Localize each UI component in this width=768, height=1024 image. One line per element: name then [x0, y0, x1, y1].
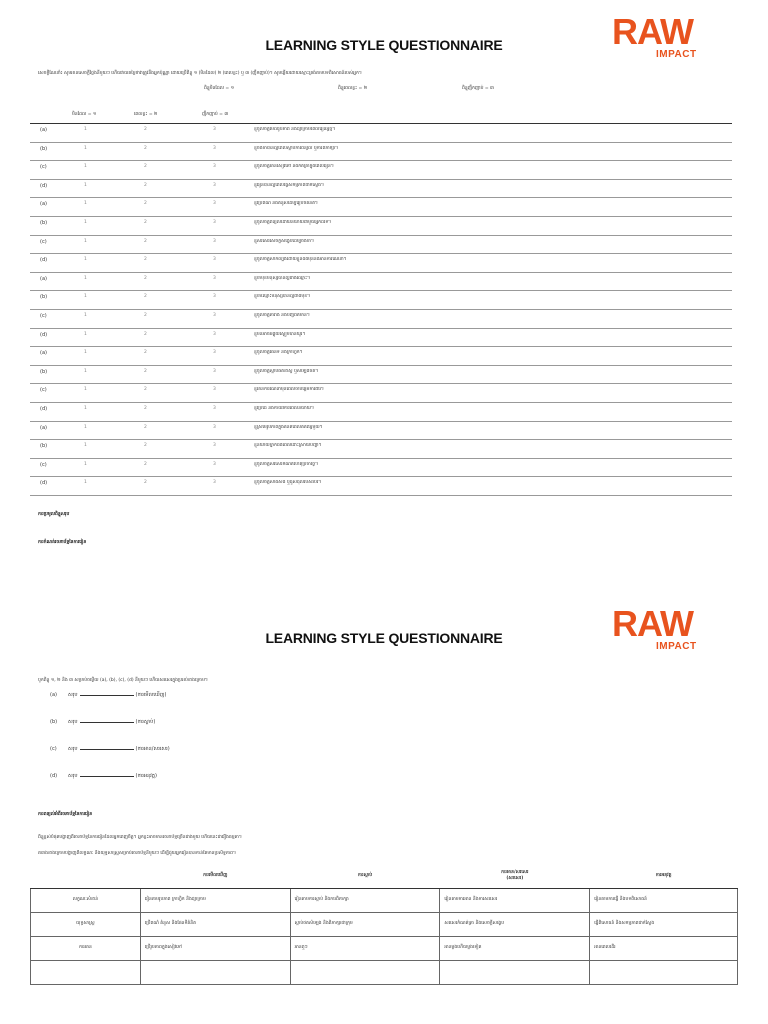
score-box-sometimes[interactable]: 2: [144, 201, 147, 207]
question-text: ខ្ញុំអានការណែនាំមុនពេលចាប់ផ្ដើមការងារ។: [254, 387, 324, 393]
question-letter: (c): [40, 461, 47, 468]
question-row: [30, 273, 732, 292]
score-box-often[interactable]: 3: [213, 443, 216, 449]
table-header-visual: ការមើលឃើញ: [140, 864, 290, 888]
score-blank[interactable]: [80, 722, 134, 723]
score-fill-line: [50, 719, 155, 726]
question-letter: (a): [40, 127, 47, 133]
score-box-sometimes[interactable]: 2: [144, 480, 147, 486]
question-row: [30, 347, 732, 366]
question-row: [30, 403, 732, 422]
score-box-sometimes[interactable]: 2: [144, 182, 147, 188]
score-box-never[interactable]: 1: [84, 182, 87, 188]
table-header-kinesthetic: ការអនុវត្ត: [590, 864, 738, 888]
question-letter: (d): [40, 257, 48, 264]
score-box-sometimes[interactable]: 2: [144, 238, 147, 244]
question-row: [30, 366, 732, 385]
explanation-paragraph-2: តារាងខាងក្រោមបង្ហាញពីលក្ខណៈ និងយុទ្ធសាស្ត្រសម្រាប់រចនាប័ទ្មនីមួយៗ ដើម្បីជួយអ្នករៀនបានកាន់តែមានប្រសិទ្ធភាព។: [38, 851, 236, 856]
question-text: ខ្ញុំមិនអាចអង្គុយស្ងៀមបានយូរ។: [254, 331, 306, 337]
table-header-readwrite-label: ការអាន/សរសេរ: [501, 869, 529, 875]
table-row: [31, 936, 738, 960]
question-text: ខ្ញុំរៀនបានល្អពេលធ្វើសកម្មភាពជាក់ស្ដែង។: [254, 182, 325, 188]
score-box-sometimes[interactable]: 2: [144, 443, 147, 449]
question-letter: (d): [40, 331, 48, 338]
score-box-often[interactable]: 3: [213, 461, 216, 467]
score-box-sometimes[interactable]: 2: [144, 294, 147, 300]
instructions: សេចក្ដីណែនាំ៖ សូមអានសេចក្ដីថ្លែងនីមួយៗ ហើយវាយតម្លៃថាវាត្រូវនឹងអ្នកប៉ុណ្ណា ដោយប្រើពិន្ទុ ១ (មិនដែល) ២ (ពេលខ្លះ) ឬ ៣ (ញឹកញាប់)។ សូមឆ្លើយដោយស្មោះត្រង់តាមបទពិសោធន៍របស់អ្នក។: [38, 71, 362, 76]
table-header-readwrite: [440, 864, 590, 888]
table-cell: [590, 960, 738, 984]
question-text: ខ្ញុំចូលចិត្តសាកល្បងដោយខ្លួនឯងមុននឹងអានការណែនាំ។: [254, 257, 347, 263]
question-letter: (b): [40, 368, 48, 375]
fill-letter: (a): [50, 692, 57, 698]
score-box-never[interactable]: 1: [84, 387, 87, 393]
score-box-sometimes[interactable]: 2: [144, 350, 147, 356]
score-box-never[interactable]: 1: [84, 201, 87, 207]
col-header-often: ញឹកញាប់ = ៣: [202, 112, 229, 117]
score-legend-never: ពិន្ទុមិនដែល = ១: [204, 86, 235, 91]
score-box-sometimes[interactable]: 2: [144, 406, 147, 411]
score-box-never[interactable]: 1: [84, 275, 87, 281]
score-box-sometimes[interactable]: 2: [144, 145, 147, 151]
score-box-never[interactable]: 1: [84, 145, 87, 151]
score-box-never[interactable]: 1: [84, 164, 87, 170]
question-text: ខ្ញុំចាំឈ្មោះមនុស្សបានល្អជាងមុខ។: [254, 294, 311, 300]
col-header-sometimes: ពេលខ្លះ = ២: [134, 112, 158, 117]
score-box-never[interactable]: 1: [84, 350, 87, 356]
question-letter: (d): [40, 406, 48, 412]
table-header-row: [31, 864, 738, 888]
question-letter: (b): [40, 145, 48, 152]
fill-letter: (d): [50, 773, 58, 779]
question-row: [30, 291, 732, 310]
question-row: [30, 124, 732, 143]
row-heading: [31, 960, 141, 984]
table-cell: រៀនតាមការអាន និងការសរសេរ: [440, 888, 590, 912]
question-row: [30, 236, 732, 255]
table-cell: [440, 960, 590, 984]
table-cell: អានពេលដើរ: [590, 936, 738, 960]
table-row: [31, 888, 738, 912]
question-row: [30, 198, 732, 217]
table-header-blank: [31, 864, 141, 888]
question-letter: (a): [40, 275, 47, 282]
question-letter: (a): [40, 201, 47, 208]
score-box-often[interactable]: 3: [213, 127, 216, 132]
table-cell: ប្រើពណ៌ គំនូស និងផែនទីគំនិត: [140, 912, 290, 936]
score-box-never[interactable]: 1: [84, 313, 87, 318]
row-heading: យុទ្ធសាស្ត្រ: [31, 912, 141, 936]
table-cell: អានឮៗ: [290, 936, 440, 960]
score-box-often[interactable]: 3: [213, 331, 216, 337]
question-text: ខ្ញុំចូលចិត្តស្ដាប់ផតខាស្ទ ឬសំឡេងថត។: [254, 368, 319, 374]
question-letter: (b): [40, 443, 48, 450]
score-box-often[interactable]: 3: [213, 368, 216, 374]
table-cell: រៀនតាមការធ្វើ និងបទពិសោធន៍: [590, 888, 738, 912]
score-box-never[interactable]: 1: [84, 331, 87, 337]
score-box-never[interactable]: 1: [84, 238, 87, 244]
fill-prefix: សរុប: [68, 746, 78, 752]
question-row: [30, 477, 732, 496]
score-box-often[interactable]: 3: [213, 406, 216, 411]
question-row: [30, 459, 732, 478]
score-box-often[interactable]: 3: [213, 238, 216, 244]
score-box-sometimes[interactable]: 2: [144, 127, 147, 132]
question-letter: (b): [40, 294, 48, 301]
score-blank[interactable]: [80, 776, 134, 777]
score-fill-line: [50, 773, 157, 780]
question-letter: (c): [40, 313, 47, 319]
score-box-sometimes[interactable]: 2: [144, 275, 147, 281]
fill-prefix: សរុប: [68, 692, 78, 698]
table-cell: [140, 960, 290, 984]
question-text: ខ្ញុំចូលចិត្តអានសៀវភៅ និងកត់ត្រាក្នុងពេលរៀន។: [254, 164, 334, 170]
question-text: ខ្ញុំចាំមុខមនុស្សបានល្អជាងឈ្មោះ។: [254, 275, 311, 281]
score-box-sometimes[interactable]: 2: [144, 220, 147, 225]
question-row: [30, 440, 732, 459]
logo-brand: RAW: [612, 11, 693, 52]
question-row: [30, 161, 732, 180]
score-box-never[interactable]: 1: [84, 480, 87, 486]
question-letter: (c): [40, 387, 47, 394]
score-box-often[interactable]: 3: [213, 145, 216, 151]
question-letter: (c): [40, 164, 47, 171]
row-heading: ការអាន: [31, 936, 141, 960]
score-legend-sometimes: ពិន្ទុពេលខ្លះ = ២: [338, 86, 368, 91]
question-text: ខ្ញុំស្រមៃរូបភាពក្នុងគំនិតពេលគិតពីអ្វីមួយ។: [254, 424, 323, 430]
table-cell: អានម្ដងហើយម្ដងទៀត: [440, 936, 590, 960]
fill-note: (ការមើលឃើញ): [135, 692, 167, 698]
fill-note: (ការអាន/សរសេរ): [135, 746, 170, 752]
score-box-often[interactable]: 3: [213, 164, 216, 170]
table-header-auditory: ការស្ដាប់: [290, 864, 440, 888]
score-box-often[interactable]: 3: [213, 313, 216, 318]
score-box-often[interactable]: 3: [213, 182, 216, 188]
question-row: [30, 143, 732, 162]
score-box-often[interactable]: 3: [213, 257, 216, 263]
col-header-never: មិនដែល = ១: [72, 112, 97, 117]
score-blank[interactable]: [80, 695, 134, 696]
score-box-sometimes[interactable]: 2: [144, 461, 147, 467]
score-legend-often: ពិន្ទុញឹកញាប់ = ៣: [462, 86, 494, 91]
table-cell: [290, 960, 440, 984]
question-row: [30, 180, 732, 199]
question-letter: (c): [40, 238, 47, 245]
score-box-never[interactable]: 1: [84, 220, 87, 225]
page-title: LEARNING STYLE QUESTIONNAIRE: [265, 630, 503, 646]
score-box-often[interactable]: 3: [213, 220, 216, 225]
question-row: [30, 254, 732, 273]
fill-prefix: សរុប: [68, 719, 78, 725]
question-text: ខ្ញុំសរសេរសេចក្ដីសង្ខេបដើម្បីចងចាំ។: [254, 238, 315, 244]
score-box-often[interactable]: 3: [213, 294, 216, 300]
question-letter: (d): [40, 480, 48, 487]
page-title: LEARNING STYLE QUESTIONNAIRE: [265, 37, 503, 53]
question-text: ខ្ញុំចូលចិត្តសរសេរកំណត់ហេតុប្រចាំថ្ងៃ។: [254, 461, 319, 467]
fill-note: (ការស្ដាប់): [135, 719, 156, 725]
table-row: [31, 912, 738, 936]
score-box-never[interactable]: 1: [84, 443, 87, 449]
fill-note: (ការអនុវត្ត): [135, 773, 157, 779]
question-text: ខ្ញុំចូលចិត្តផែនទី និងក្រាហ្វិក។: [254, 350, 303, 356]
question-letter: (a): [40, 350, 47, 357]
question-row: [30, 329, 732, 348]
question-letter: (a): [40, 424, 47, 431]
logo-sub: IMPACT: [656, 49, 697, 60]
question-text: ខ្ញុំនិយាយម្នាក់ឯងពេលដោះស្រាយបញ្ហា។: [254, 443, 322, 449]
table-cell: រៀនតាមរូបភាព ក្រាហ្វិក និងដ្យាក្រាម: [140, 888, 290, 912]
score-box-sometimes[interactable]: 2: [144, 424, 147, 430]
score-box-never[interactable]: 1: [84, 368, 87, 374]
learning-style-table: [30, 864, 738, 985]
score-box-often[interactable]: 3: [213, 480, 216, 486]
score-box-never[interactable]: 1: [84, 127, 87, 132]
learning-style-heading: ការកំណត់រចនាប័ទ្មនៃការរៀន: [38, 540, 87, 545]
score-box-sometimes[interactable]: 2: [144, 313, 147, 318]
question-text: ខ្ញុំចូលចិត្តសាងសង់ ឬជួសជុលរបស់របរ។: [254, 480, 322, 486]
score-box-sometimes[interactable]: 2: [144, 368, 147, 374]
question-text: ខ្ញុំចូលចិត្តមើលរូបភាព និងដ្យាក្រាមពេលរៀនអ្វីថ្មី។: [254, 127, 336, 132]
table-header-readwrite-sub: (សរសេរ): [506, 875, 524, 881]
learning-style-rows: [31, 888, 738, 984]
score-fill-line: [50, 692, 166, 699]
score-box-never[interactable]: 1: [84, 406, 87, 411]
score-box-never[interactable]: 1: [84, 424, 87, 430]
table-row: [31, 960, 738, 984]
table-cell: សរសេរកំណត់ត្រា និងសេចក្ដីសង្ខេប: [440, 912, 590, 936]
question-letter: (b): [40, 220, 48, 226]
explanation-heading: ការពន្យល់អំពីរចនាប័ទ្មនៃការរៀន: [38, 812, 93, 817]
score-box-never[interactable]: 1: [84, 257, 87, 263]
question-row: [30, 384, 732, 403]
score-box-sometimes[interactable]: 2: [144, 387, 147, 393]
score-box-never[interactable]: 1: [84, 461, 87, 467]
fill-prefix: សរុប: [68, 773, 78, 779]
table-cell: ស្ដាប់ថតសំឡេង និងពិភាក្សាជាក្រុម: [290, 912, 440, 936]
question-row: [30, 310, 732, 329]
table-cell: ប្រើរូបភាពក្នុងសៀវភៅ: [140, 936, 290, 960]
logo-brand: RAW: [612, 603, 693, 644]
question-text: ខ្ញុំចូលចិត្តតារាង និងបញ្ជីព័ត៌មាន។: [254, 313, 310, 318]
question-text: ខ្ញុំចូលចិត្តពន្យល់ដោយនិយាយជាមួយអ្នកដទៃ។: [254, 220, 332, 225]
question-letter: (d): [40, 182, 48, 189]
score-box-sometimes[interactable]: 2: [144, 331, 147, 337]
score-box-often[interactable]: 3: [213, 350, 216, 356]
table-cell: រៀនតាមការស្ដាប់ និងការពិភាក្សា: [290, 888, 440, 912]
question-text: ខ្ញុំប្រើពណ៌ និងគំនូសដើម្បីរៀបចំគំនិត។: [254, 201, 318, 207]
question-text: ខ្ញុំប្រើដៃ និងកាយវិការពេលនិយាយ។: [254, 406, 315, 411]
score-box-sometimes[interactable]: 2: [144, 257, 147, 263]
logo-sub: IMPACT: [656, 641, 697, 652]
fill-letter: (b): [50, 719, 58, 725]
score-blank[interactable]: [80, 749, 134, 750]
fill-letter: (c): [50, 746, 57, 752]
score-box-often[interactable]: 3: [213, 424, 216, 430]
summary-instructions: បូកពិន្ទុ ១, ២ និង ៣ សម្រាប់ចម្លើយ (a), (b), (c), (d) នីមួយៗ ហើយសរសេរក្នុងប្រអប់ខាងក្រោម។: [38, 678, 208, 683]
question-text: ខ្ញុំចងចាំបានល្អពេលស្ដាប់ការពន្យល់ ឬការពិភាក្សា។: [254, 145, 339, 151]
score-box-often[interactable]: 3: [213, 201, 216, 207]
row-heading: លក្ខណៈសំខាន់: [31, 888, 141, 912]
score-fill-line: [50, 746, 170, 753]
question-row: [30, 422, 732, 441]
score-box-often[interactable]: 3: [213, 275, 216, 281]
table-cell: ធ្វើពិសោធន៍ និងសកម្មភាពជាក់ស្ដែង: [590, 912, 738, 936]
score-box-never[interactable]: 1: [84, 294, 87, 300]
total-score-heading: ការប្រមូលពិន្ទុសរុប: [38, 512, 70, 517]
score-box-often[interactable]: 3: [213, 387, 216, 393]
explanation-paragraph-1: ពិន្ទុខ្ពស់បំផុតបង្ហាញពីរចនាប័ទ្មនៃការរៀនដែលអ្នកពេញចិត្ត។ អ្នកខ្លះអាចមានរចនាប័ទ្មច្រើនជាងមួយ ហើយនេះជារឿងធម្មតា។: [38, 835, 242, 840]
question-row: [30, 217, 732, 236]
score-box-sometimes[interactable]: 2: [144, 164, 147, 170]
page-two: [0, 588, 768, 1024]
